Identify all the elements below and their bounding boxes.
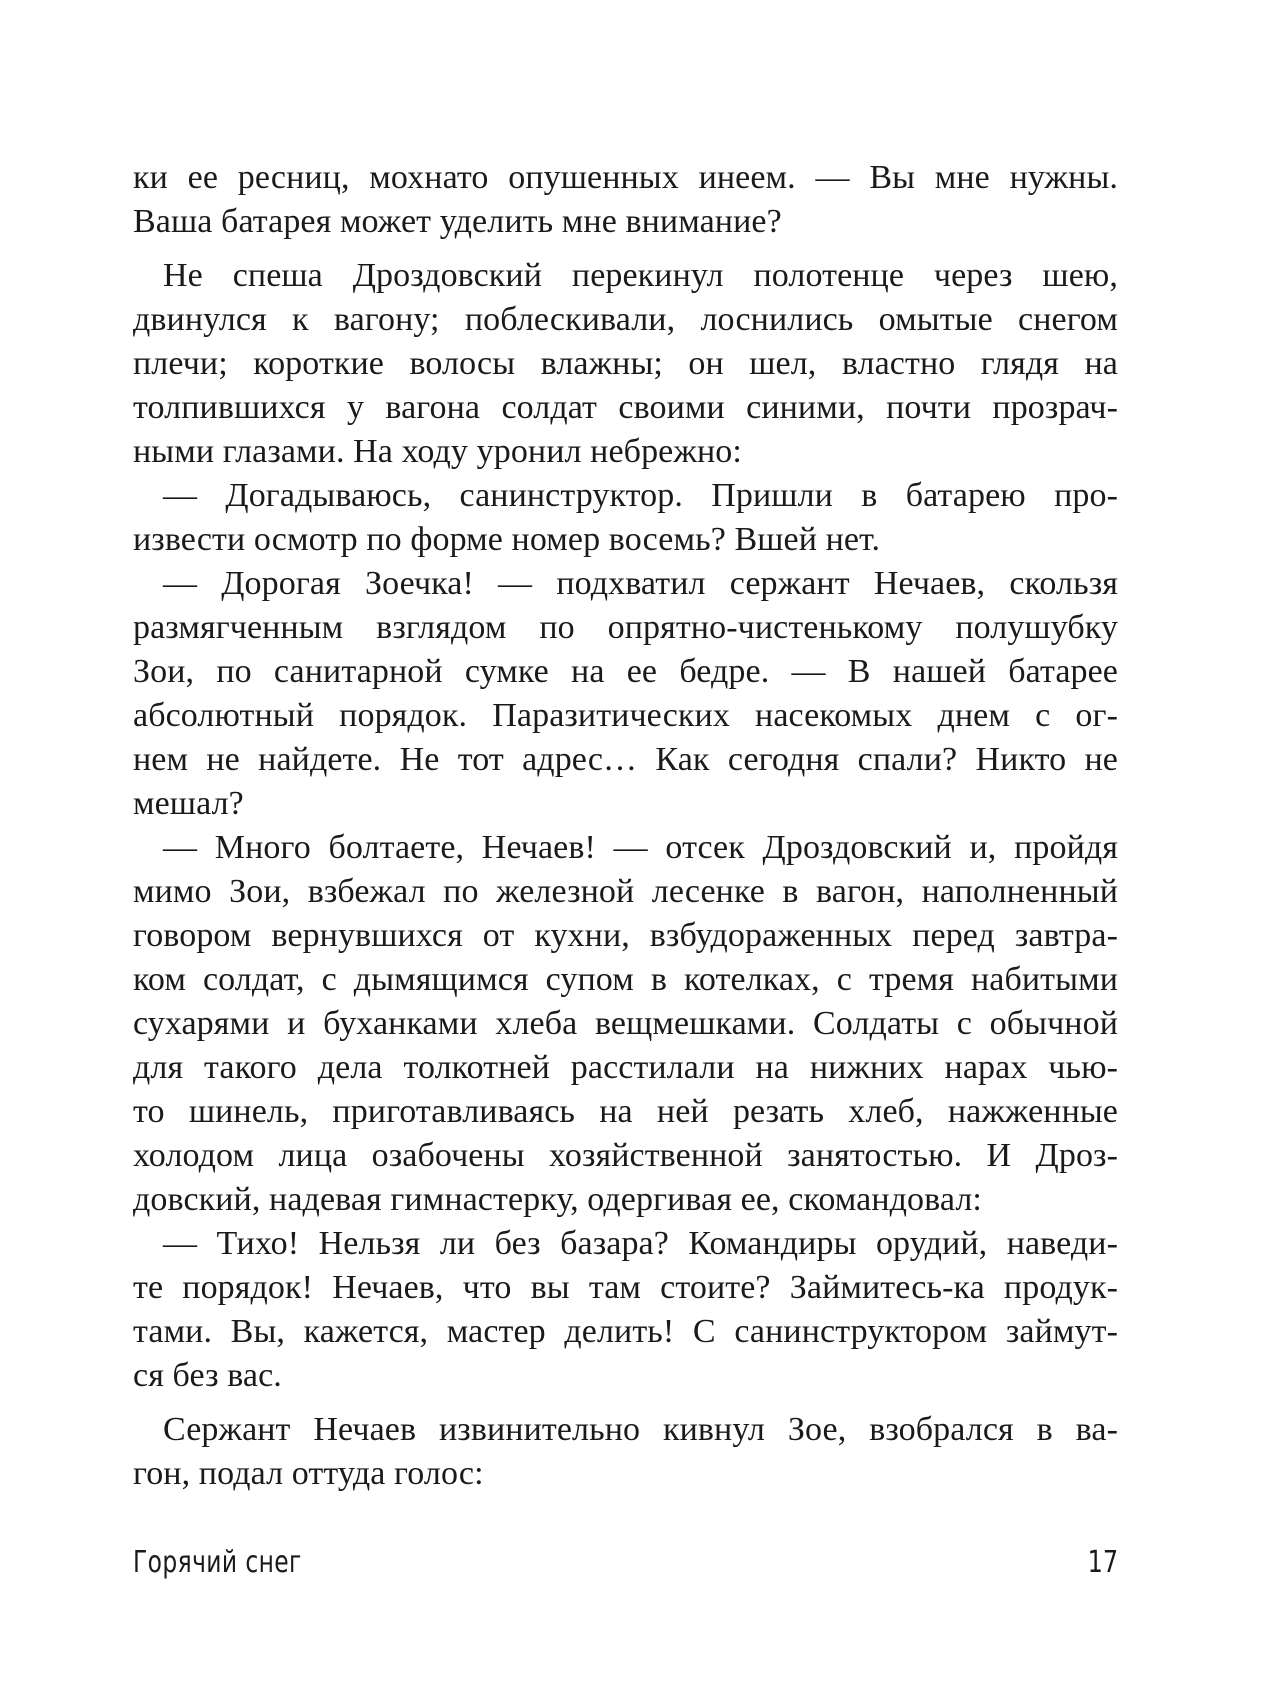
text-line: говором вернувшихся от кухни, взбудораженных перед завтра- xyxy=(133,917,1118,954)
text-line: ными глазами. На ходу уронил небрежно: xyxy=(133,433,742,470)
text-line: толпившихся у вагона солдат своими синими, почти прозрач- xyxy=(133,389,1118,426)
text-line: то шинель, приготавливаясь на ней резать хлеб, нажженные xyxy=(133,1093,1118,1130)
text-line: Не спеша Дроздовский перекинул полотенце через шею, xyxy=(163,257,1118,294)
text-line: довский, надевая гимнастерку, одергивая ее, скомандовал: xyxy=(133,1181,982,1218)
running-footer-title: Горячий снег xyxy=(133,1545,302,1580)
text-line: ки ее ресниц, мохнато опушенных инеем. — Вы мне нужны. xyxy=(133,159,1118,196)
text-line: плечи; короткие волосы влажны; он шел, властно глядя на xyxy=(133,345,1118,382)
text-line: ком солдат, с дымящимся супом в котелках, с тремя набитыми xyxy=(133,961,1118,998)
text-line: ся без вас. xyxy=(133,1357,282,1394)
text-line: холодом лица озабочены хозяйственной занятостью. И Дроз- xyxy=(133,1137,1118,1174)
text-line: мимо Зои, взбежал по железной лесенке в вагон, наполненный xyxy=(133,873,1118,910)
text-line: Сержант Нечаев извинительно кивнул Зое, взобрался в ва- xyxy=(163,1411,1118,1448)
text-line: Зои, по санитарной сумке на ее бедре. — В нашей батарее xyxy=(133,653,1118,690)
text-line: — Много болтаете, Нечаев! — отсек Дроздовский и, пройдя xyxy=(163,829,1118,866)
text-line: для такого дела толкотней расстилали на нижних нарах чью- xyxy=(133,1049,1118,1086)
text-line: размягченным взглядом по опрятно-чистенькому полушубку xyxy=(133,609,1118,646)
text-line: нем не найдете. Не тот адрес… Как сегодня спали? Никто не xyxy=(133,741,1118,778)
text-line: сухарями и буханками хлеба вещмешками. Солдаты с обычной xyxy=(133,1005,1118,1042)
text-line: тами. Вы, кажется, мастер делить! С санинструктором займут- xyxy=(133,1313,1118,1350)
text-line: извести осмотр по форме номер восемь? Вшей нет. xyxy=(133,521,881,558)
text-line: двинулся к вагону; поблескивали, лоснились омытые снегом xyxy=(133,301,1118,338)
text-line: Ваша батарея может уделить мне внимание? xyxy=(133,203,782,240)
text-line: — Догадываюсь, санинструктор. Пришли в батарею про- xyxy=(163,477,1118,514)
page-number: 17 xyxy=(1087,1545,1118,1580)
body-text xyxy=(133,156,1118,1496)
text-line: мешал? xyxy=(133,785,244,822)
text-line: — Тихо! Нельзя ли без базара? Командиры орудий, наведи- xyxy=(163,1225,1118,1262)
text-line: абсолютный порядок. Паразитических насекомых днем с ог- xyxy=(133,697,1118,734)
text-line: те порядок! Нечаев, что вы там стоите? Займитесь-ка продук- xyxy=(133,1269,1118,1306)
text-line: гон, подал оттуда голос: xyxy=(133,1455,484,1492)
text-line: — Дорогая Зоечка! — подхватил сержант Нечаев, скользя xyxy=(163,565,1118,602)
